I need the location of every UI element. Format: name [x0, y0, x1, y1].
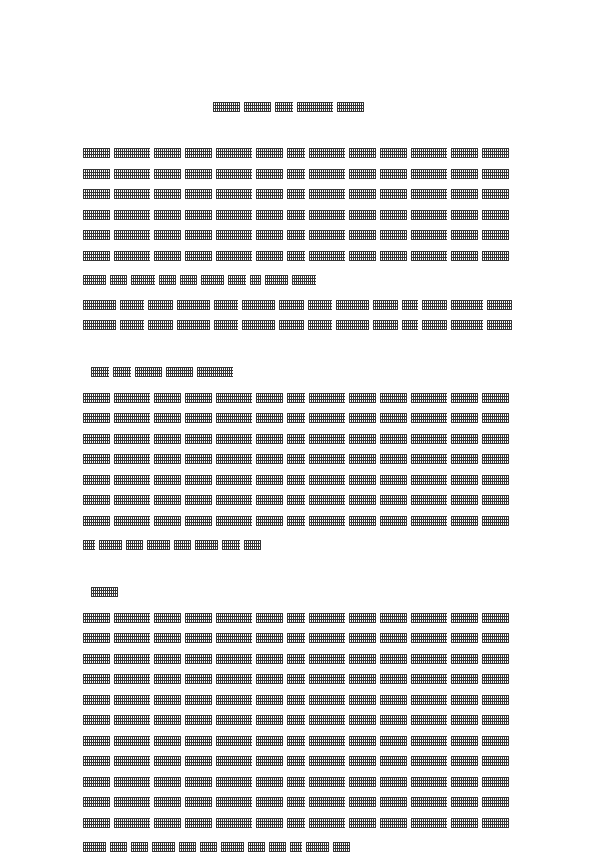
text-line: [83, 189, 512, 199]
text-line: [83, 654, 512, 664]
section-heading-2: [91, 587, 121, 597]
text-line: [83, 413, 512, 423]
text-line: [83, 230, 512, 240]
text-line: [83, 613, 512, 623]
text-line: [83, 495, 512, 505]
text-line: [83, 633, 512, 643]
text-line: [83, 818, 512, 828]
text-line: [83, 169, 512, 179]
text-line: [83, 540, 261, 550]
text-line: [83, 695, 512, 705]
text-line: [83, 434, 512, 444]
title-text-line: [213, 102, 383, 112]
text-line: [83, 736, 512, 746]
text-line: [83, 454, 512, 464]
text-line: [83, 715, 512, 725]
text-line: [83, 475, 512, 485]
text-line: [83, 210, 512, 220]
text-line: [83, 251, 512, 261]
text-line: [83, 777, 512, 787]
text-line: [83, 300, 512, 310]
text-line: [83, 320, 512, 330]
section-heading-1: [91, 367, 241, 377]
text-line: [83, 516, 512, 526]
text-line: [83, 275, 316, 285]
text-line: [83, 393, 512, 403]
text-line: [83, 674, 512, 684]
text-line: [83, 756, 512, 766]
text-line: [83, 148, 512, 158]
text-line: [83, 842, 350, 852]
text-line: [83, 797, 512, 807]
